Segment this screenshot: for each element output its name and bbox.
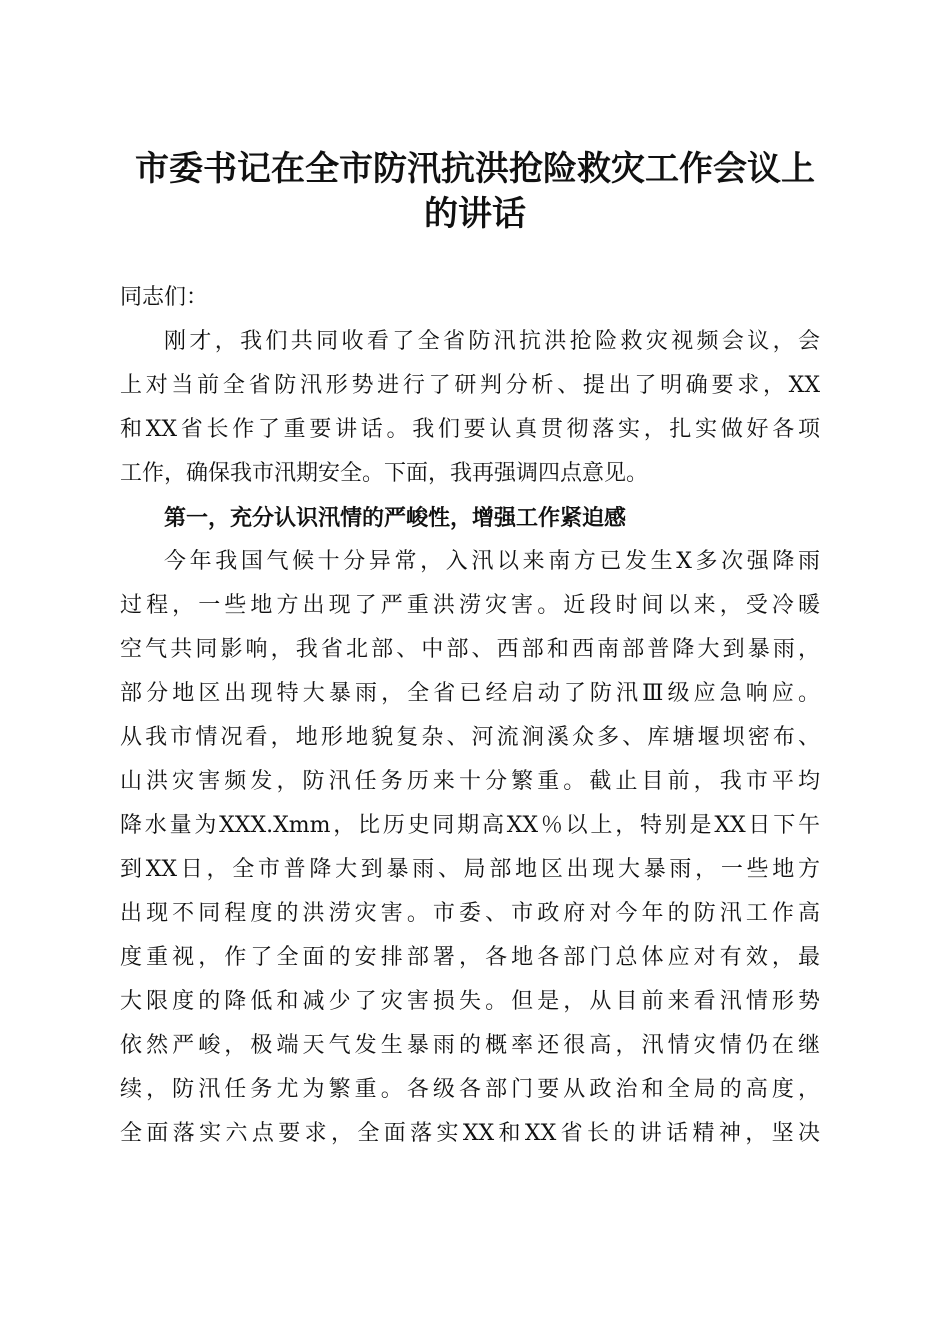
paragraph-1-line: 和XX省长作了重要讲话。我们要认真贯彻落实，扎实做好各项 — [120, 417, 820, 442]
document-title-line-1: 市委书记在全市防汛抗洪抢险救灾工作会议上 — [135, 149, 815, 189]
paragraph-2-line: 山洪灾害频发，防汛任务历来十分繁重。截止目前，我市平均 — [120, 769, 820, 794]
paragraph-2-line: 依然严峻，极端天气发生暴雨的概率还很高，汛情灾情仍在继 — [120, 1033, 820, 1058]
paragraph-2-line: 空气共同影响，我省北部、中部、西部和西南部普降大到暴雨， — [120, 637, 820, 662]
paragraph-2-line: 全面落实六点要求，全面落实XX和XX省长的讲话精神，坚决 — [120, 1121, 820, 1146]
salutation: 同志们： — [120, 285, 209, 310]
paragraph-2-line: 过程，一些地方出现了严重洪涝灾害。近段时间以来，受冷暖 — [120, 593, 820, 618]
paragraph-1-line: 工作，确保我市汛期安全。下面，我再强调四点意见。 — [120, 461, 649, 486]
paragraph-2-line: 度重视，作了全面的安排部署，各地各部门总体应对有效，最 — [120, 945, 820, 970]
paragraph-2-line: 部分地区出现特大暴雨，全省已经启动了防汛Ⅲ级应急响应。 — [120, 681, 820, 706]
paragraph-2-line: 到XX日，全市普降大到暴雨、局部地区出现大暴雨，一些地方 — [120, 857, 820, 882]
paragraph-2-line: 大限度的降低和减少了灾害损失。但是，从目前来看汛情形势 — [120, 989, 820, 1014]
section-heading-1: 第一，充分认识汛情的严峻性，增强工作紧迫感 — [164, 505, 627, 531]
paragraph-2-line: 续，防汛任务尤为繁重。各级各部门要从政治和全局的高度， — [120, 1077, 820, 1102]
paragraph-1-line: 刚才，我们共同收看了全省防汛抗洪抢险救灾视频会议，会 — [164, 329, 820, 354]
paragraph-2-line: 出现不同程度的洪涝灾害。市委、市政府对今年的防汛工作高 — [120, 901, 820, 926]
paragraph-1-line: 上对当前全省防汛形势进行了研判分析、提出了明确要求，XX — [120, 373, 820, 398]
paragraph-2-line: 降水量为XXX.Xmm，比历史同期高XX％以上，特别是XX日下午 — [120, 813, 820, 838]
document-title-line-2: 的讲话 — [424, 194, 526, 234]
paragraph-2-line: 今年我国气候十分异常，入汛以来南方已发生X多次强降雨 — [164, 549, 820, 574]
paragraph-2-line: 从我市情况看，地形地貌复杂、河流涧溪众多、库塘堰坝密布、 — [120, 725, 820, 750]
